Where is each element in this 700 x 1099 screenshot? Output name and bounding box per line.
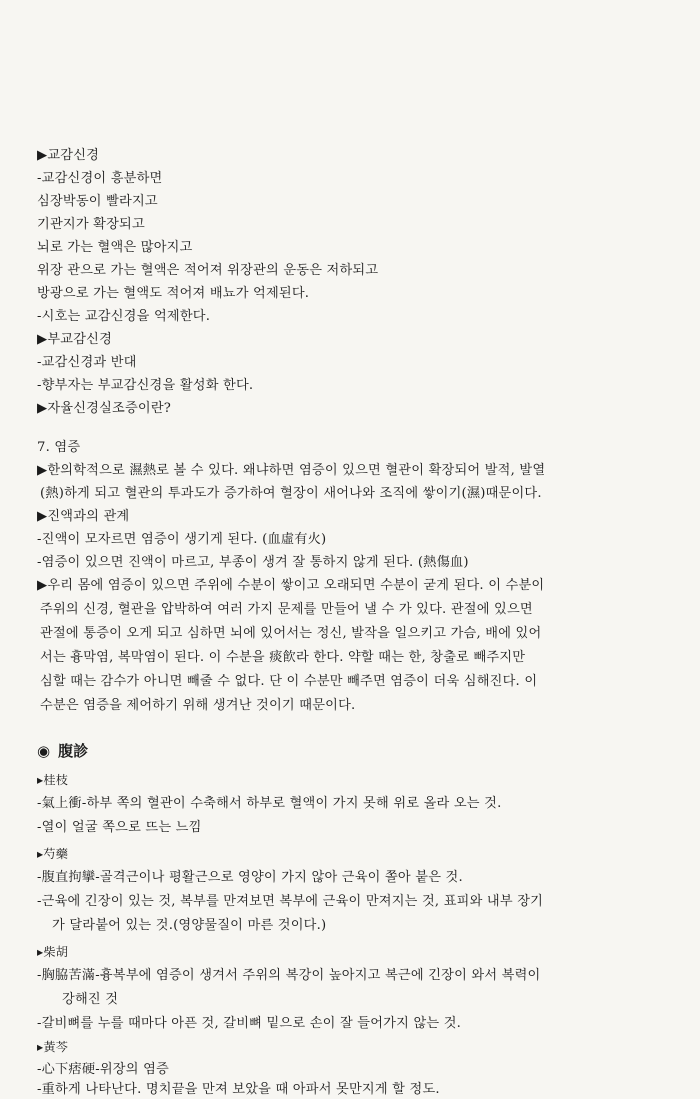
text-line: -진액이 모자르면 염증이 생기게 된다. (血虛有火) xyxy=(37,532,327,547)
subheading: ▸黃芩 xyxy=(37,1040,69,1054)
text-line: 기관지가 확장되고 xyxy=(37,217,145,232)
subheading: ▸桂枝 xyxy=(37,773,69,787)
text-line: 강해진 것 xyxy=(62,992,119,1007)
subheading: ▸芍藥 xyxy=(37,847,69,861)
text-line: 위장 관으로 가는 혈액은 적어져 위장관의 운동은 저하되고 xyxy=(37,263,379,278)
text-line: -향부자는 부교감신경을 활성화 한다. xyxy=(37,378,254,393)
text-line: ▶교감신경 xyxy=(37,148,100,163)
text-line: 가 달라붙어 있는 것.(영양물질이 마른 것이다.) xyxy=(52,918,327,933)
text-line: -시호는 교감신경을 억제한다. xyxy=(37,309,211,324)
subheading: ▸柴胡 xyxy=(37,945,69,959)
text-line: 서는 흉막염, 복막염이 된다. 이 수분을 痰飮라 한다. 약할 때는 한, 창출로 빼주지만 xyxy=(40,650,526,665)
text-line: 심장박동이 빨라지고 xyxy=(37,194,158,209)
text-line: ▶진액과의 관계 xyxy=(37,509,130,524)
text-line: -교감신경이 흥분하면 xyxy=(37,171,163,186)
text-line: (熱)하게 되고 혈관의 투과도가 증가하여 혈장이 새어나와 조직에 쌓이기(濕)때문이다. xyxy=(40,486,542,501)
text-line: -열이 얼굴 쪽으로 뜨는 느낌 xyxy=(37,820,202,835)
section-number-title: 7. 염증 xyxy=(37,440,81,455)
text-line: 수분은 염증을 제어하기 위해 생겨난 것이기 때문이다. xyxy=(40,698,356,713)
text-line: -교감신경과 반대 xyxy=(37,355,137,370)
text-line: ▶자율신경실조증이란? xyxy=(37,401,172,416)
text-line: 관절에 통증이 오게 되고 심하면 뇌에 있어서는 정신, 발작을 일으키고 가슴, 배에 있어 xyxy=(40,626,542,641)
text-line: ▶부교감신경 xyxy=(37,332,113,347)
text-line: -胸脇苦滿-흉복부에 염증이 생겨서 주위의 복강이 높아지고 복근에 긴장이 와서 복력이 xyxy=(37,968,541,983)
section-heading xyxy=(37,740,88,761)
text-line: -重하게 나타난다. 명치끝을 만져 보았을 때 아파서 못만지게 할 정도. xyxy=(37,1082,440,1097)
text-line: ▶우리 몸에 염증이 있으면 주위에 수분이 쌓이고 오래되면 수분이 굳게 된다. 이 수분이 xyxy=(37,578,545,593)
text-line: 주위의 신경, 혈관을 압박하여 여러 가지 문제를 만들어 낼 수 가 있다. 관절에 있으면 xyxy=(40,602,533,617)
text-line: 방광으로 가는 혈액도 적어져 배뇨가 억제된다. xyxy=(37,286,310,301)
text-line: 뇌로 가는 혈액은 많아지고 xyxy=(37,240,193,255)
text-line: -腹直拘攣-골격근이나 평활근으로 영양이 가지 않아 근육이 쫄아 붙은 것. xyxy=(37,870,463,885)
text-line: -염증이 있으면 진액이 마르고, 부종이 생겨 잘 통하지 않게 된다. (熱傷血) xyxy=(37,555,469,570)
section-title: 腹診 xyxy=(58,742,89,760)
text-line: -근육에 긴장이 있는 것, 복부를 만져보면 복부에 근육이 만져지는 것, 표피와 내부 장기 xyxy=(37,894,544,909)
text-line: -心下痞硬-위장의 염증 xyxy=(37,1062,169,1077)
text-line: ▶한의학적으로 濕熱로 볼 수 있다. 왜냐하면 염증이 있으면 혈관이 확장되어 발적, 발열 xyxy=(37,463,546,478)
text-line: 심할 때는 감수가 아니면 빼줄 수 없다. 단 이 수분만 빼주면 염증이 더욱 심해진다. 이 xyxy=(40,674,538,689)
text-line: -갈비뼈를 누를 때마다 아픈 것, 갈비뼈 밑으로 손이 잘 들어가지 않는 것. xyxy=(37,1016,462,1031)
bullseye-icon: ◉ xyxy=(37,742,51,760)
text-line: -氣上衝-하부 쪽의 혈관이 수축해서 하부로 혈액이 가지 못해 위로 올라 오는 것. xyxy=(37,796,502,811)
